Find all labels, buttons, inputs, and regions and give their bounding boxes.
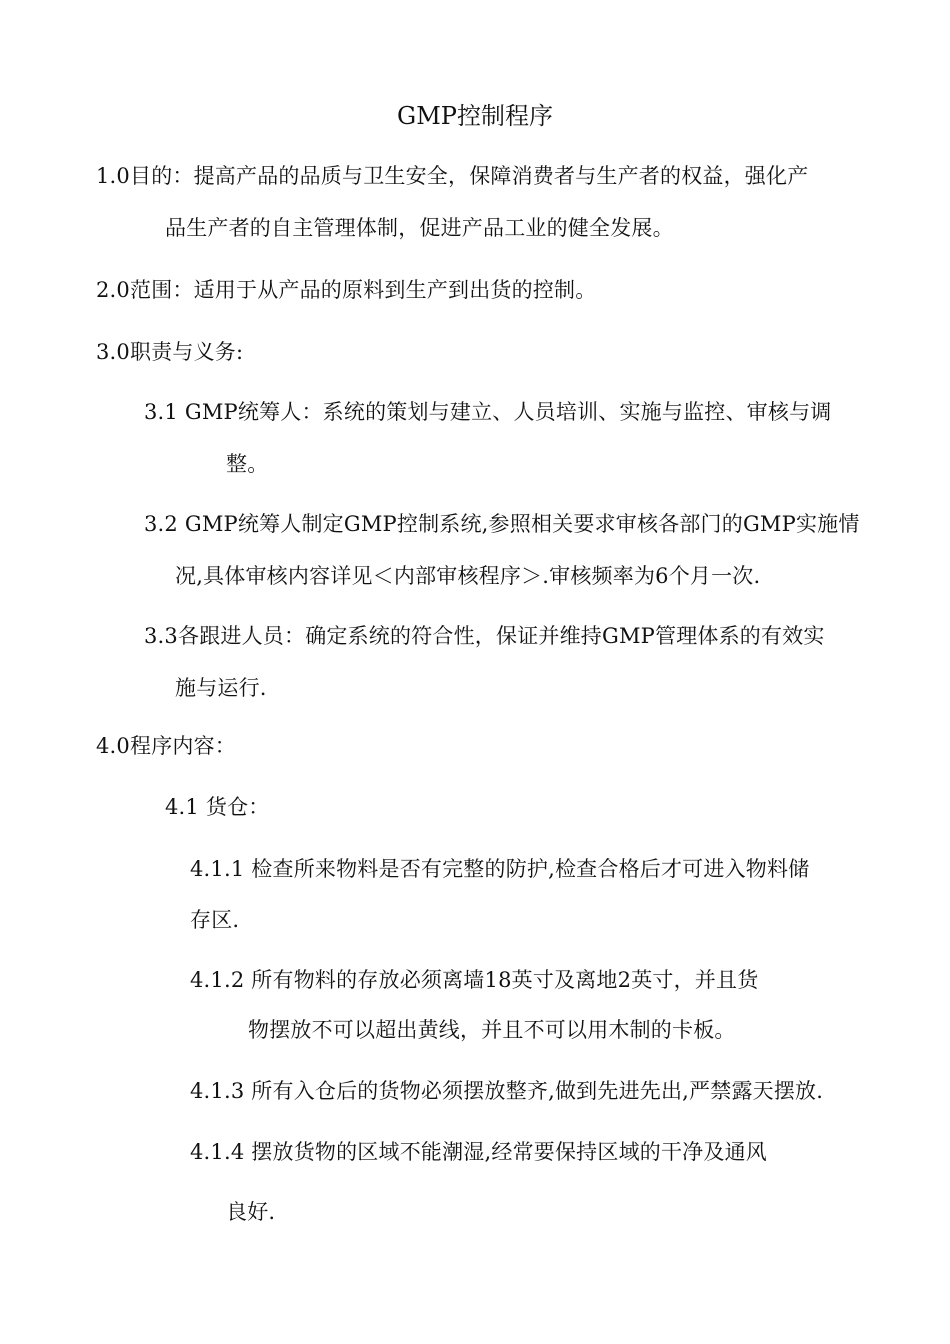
responsibility-3-2-line-1: 3.2 GMP统筹人制定GMP控制系统,参照相关要求审核各部门的GMP实施情 [144, 512, 860, 536]
warehouse-4-1-2-line-2: 物摆放不可以超出黄线，并且不可以用木制的卡板。 [248, 1018, 736, 1042]
responsibility-3-2-line-2: 况,具体审核内容详见＜内部审核程序＞.审核频率为6个月一次. [175, 564, 761, 588]
warehouse-4-1-3-line: 4.1.3 所有入仓后的货物必须摆放整齐,做到先进先出,严禁露天摆放. [190, 1079, 824, 1103]
responsibility-3-1-line-2: 整。 [226, 452, 269, 476]
document-title: GMP控制程序 [397, 102, 553, 130]
responsibility-3-1-line-1: 3.1 GMP统筹人：系统的策划与建立、人员培训、实施与监控、审核与调 [144, 400, 832, 424]
warehouse-4-1-2-line-1: 4.1.2 所有物料的存放必须离墙18英寸及离地2英寸，并且货 [190, 968, 759, 992]
warehouse-4-1-1-line-1: 4.1.1 检查所来物料是否有完整的防护,检查合格后才可进入物料储 [190, 857, 810, 881]
purpose-line-1: 1.0目的：提高产品的品质与卫生安全，保障消费者与生产者的权益，强化产 [96, 164, 809, 188]
warehouse-heading: 4.1 货仓： [165, 795, 270, 819]
responsibility-3-3-line-1: 3.3各跟进人员：确定系统的符合性，保证并维持GMP管理体系的有效实 [144, 624, 825, 648]
procedure-heading: 4.0程序内容： [96, 734, 236, 758]
scope-line: 2.0范围：适用于从产品的原料到生产到出货的控制。 [96, 278, 597, 302]
responsibility-3-3-line-2: 施与运行. [175, 676, 267, 700]
warehouse-4-1-4-line-2: 良好. [226, 1200, 276, 1224]
purpose-line-2: 品生产者的自主管理体制，促进产品工业的健全发展。 [165, 216, 674, 240]
warehouse-4-1-1-line-2: 存区. [190, 908, 240, 932]
responsibility-heading: 3.0职责与义务: [96, 340, 244, 364]
warehouse-4-1-4-line-1: 4.1.4 摆放货物的区域不能潮湿,经常要保持区域的干净及通风 [190, 1140, 767, 1164]
